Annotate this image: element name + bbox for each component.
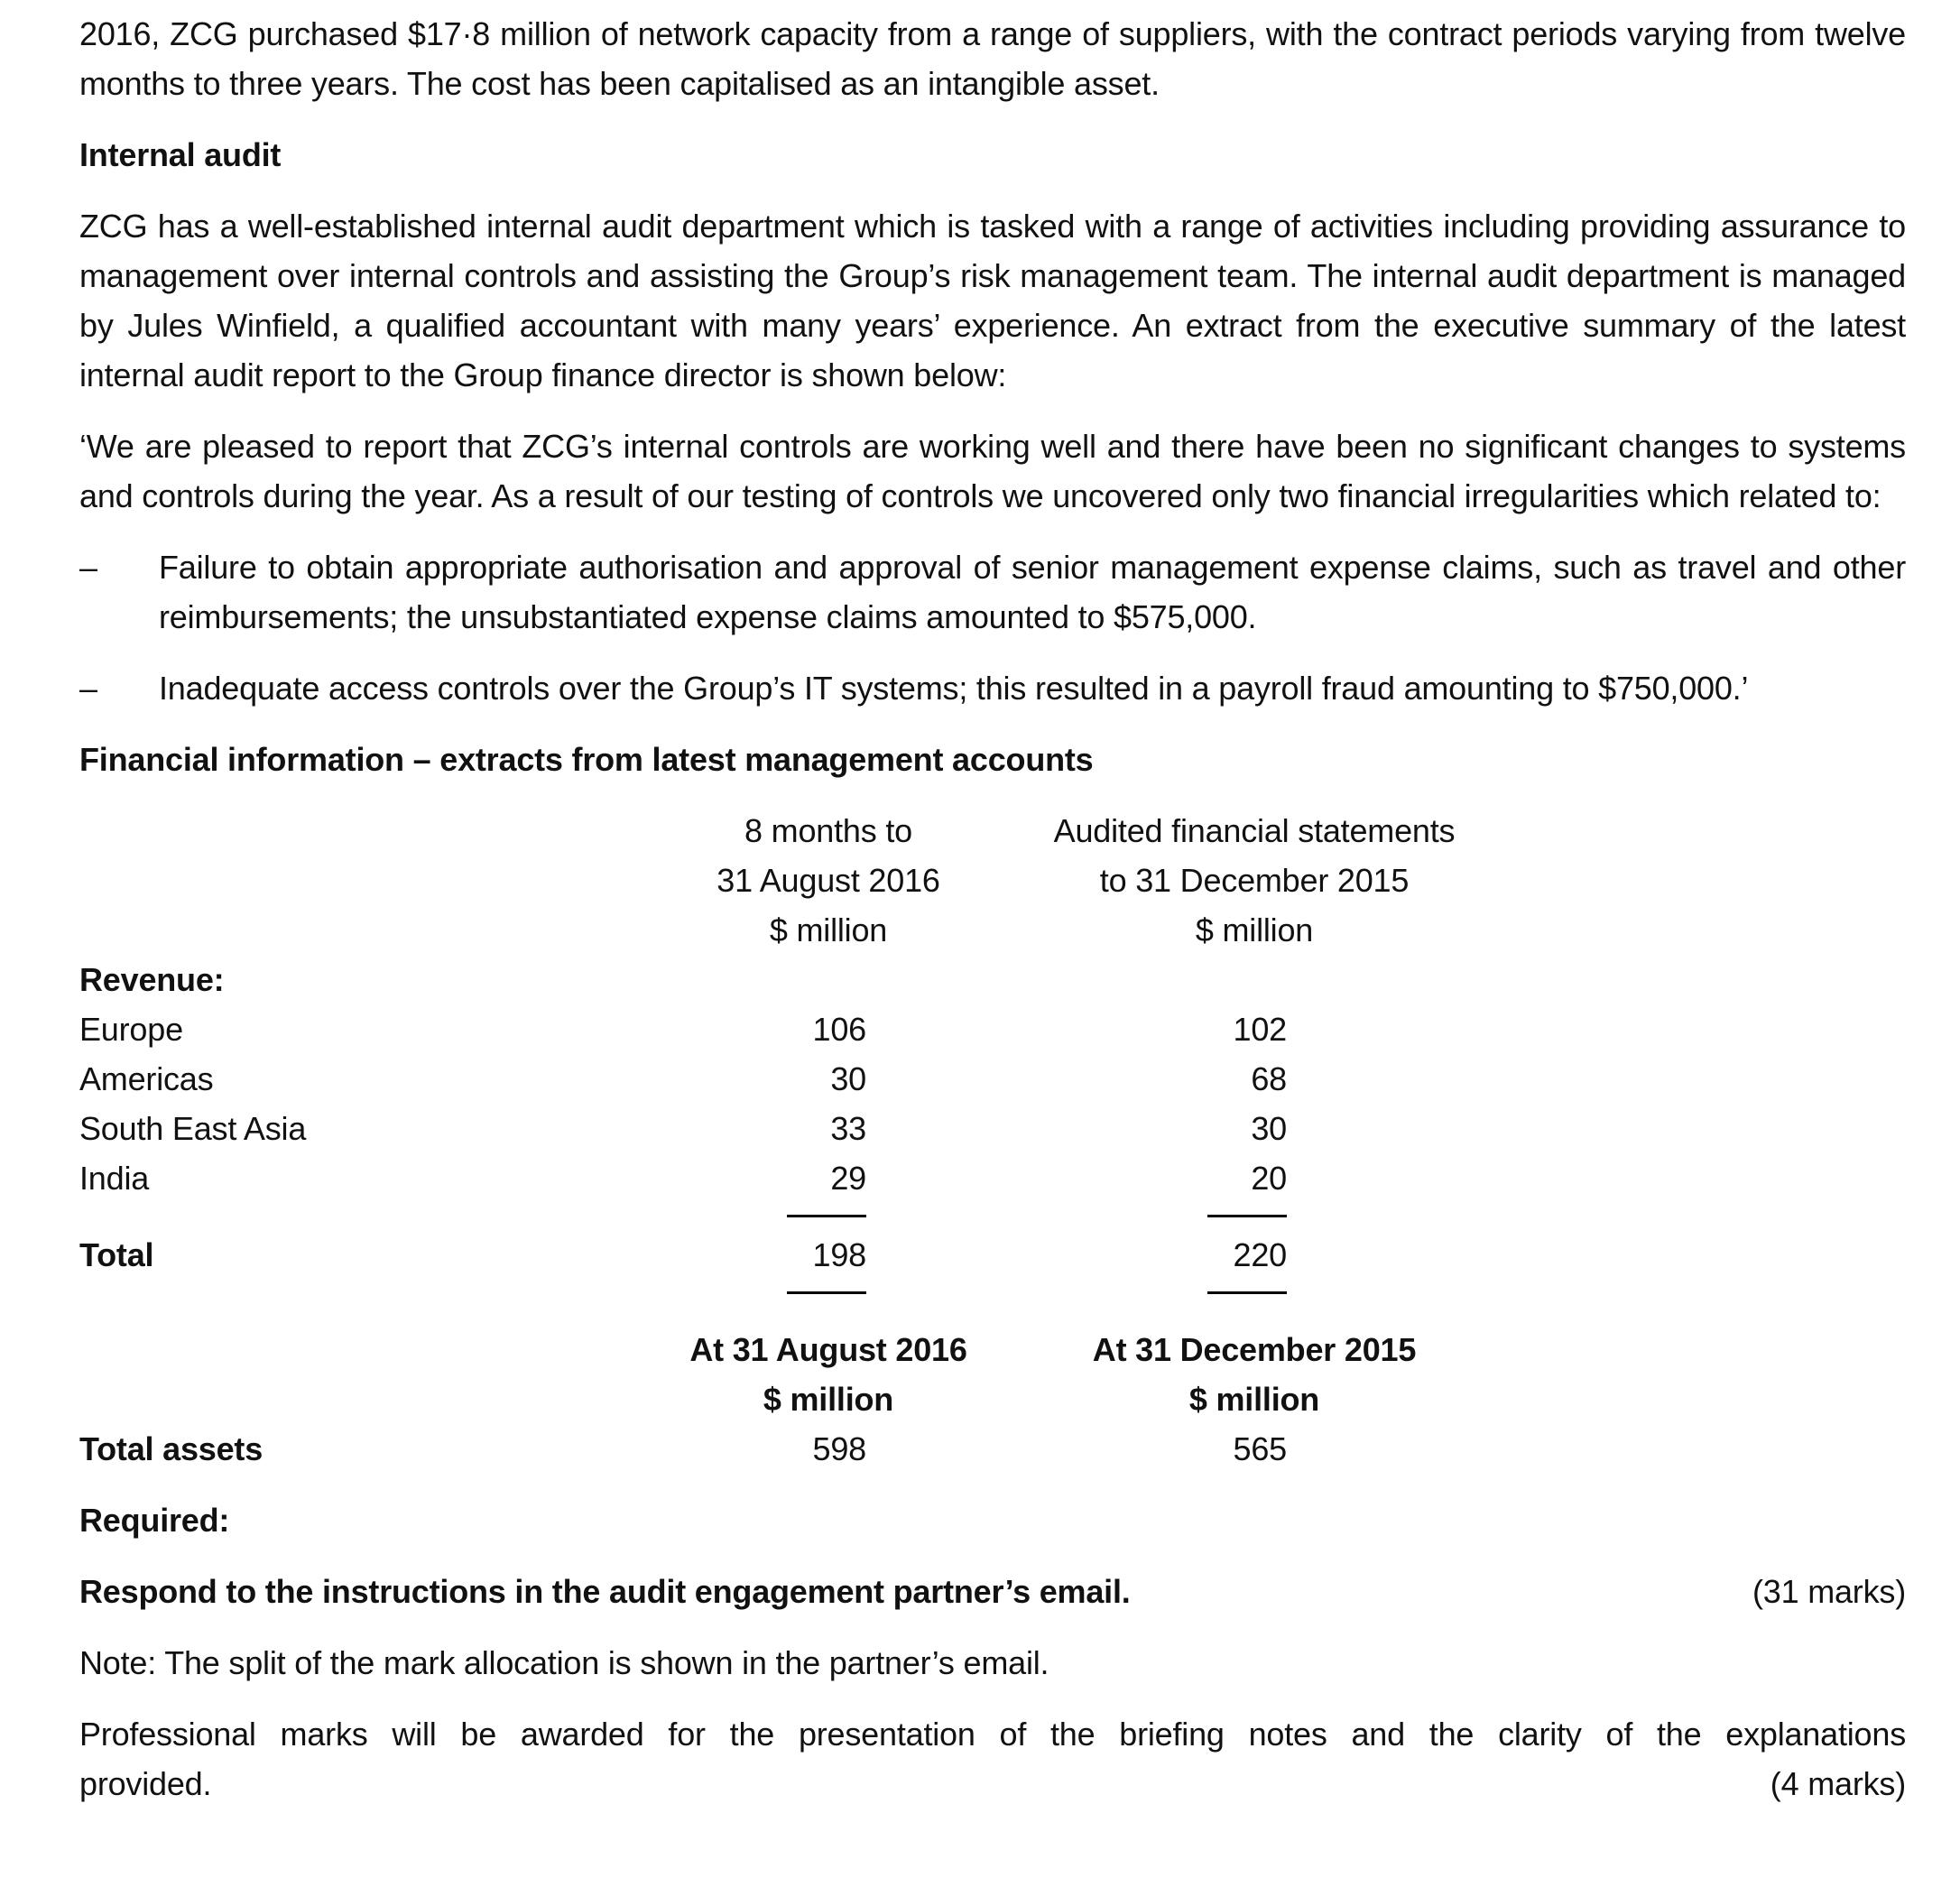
dash-marker: – (79, 670, 97, 707)
row-label: Europe (79, 1011, 183, 1048)
internal-audit-heading: Internal audit (79, 136, 282, 173)
revenue-section-row (79, 955, 1906, 1004)
total-label: Total (79, 1236, 154, 1273)
professional-marks-line1: Professional marks will be awarded for the presentation of the briefing notes and the clarity of the explanations (79, 1716, 1906, 1753)
professional-marks-paragraph (79, 1709, 1906, 1809)
assets-column-unit-aug2016: $ million (763, 1381, 894, 1418)
column-header-aug2016-line2: 31 August 2016 (717, 862, 940, 899)
revenue-table-header-row-2 (79, 856, 1906, 905)
column-header-dec2015-line1: Audited financial statements (1053, 812, 1456, 849)
bullet-text: Inadequate access controls over the Group’s IT systems; this resulted in a payroll fraud amounting to $750,000.’ (159, 670, 1749, 707)
value-aug2016: 29 (830, 1160, 866, 1197)
instruction-text: Respond to the instructions in the audit engagement partner’s email. (79, 1573, 1131, 1610)
table-row-total (79, 1230, 1906, 1280)
professional-marks-text: provided. (79, 1765, 212, 1802)
column-header-dec2015-unit: $ million (1195, 911, 1314, 948)
total-assets-label: Total assets (79, 1430, 263, 1467)
note-line: Note: The split of the mark allocation is shown in the partner’s email. (79, 1644, 1049, 1681)
internal-audit-paragraph: ZCG has a well-established internal audit department which is tasked with a range of activities including providing assurance to management over internal controls and assisting the Group’s risk management team. The internal audit department is managed by Jules Winfield, a qualified accountant with many years’ experience. An extract from the executive summary of the latest internal audit report to the Group finance director is shown below: (79, 208, 1906, 393)
table-row-south-east-asia (79, 1104, 1906, 1153)
column-rule (787, 1215, 866, 1217)
column-rule (787, 1291, 866, 1294)
row-label: South East Asia (79, 1110, 307, 1147)
value-aug2016: 30 (830, 1060, 866, 1097)
assets-table-header-row-1 (79, 1325, 1906, 1374)
value-dec2015: 20 (1251, 1160, 1287, 1197)
value-dec2015: 30 (1251, 1110, 1287, 1147)
revenue-section-label: Revenue: (79, 961, 225, 998)
table-row-americas (79, 1054, 1906, 1104)
intro-paragraph: 2016, ZCG purchased $17·8 million of network capacity from a range of suppliers, with the contract periods varying from twelve months to three years. The cost has been capitalised as an intangible asset. (79, 15, 1906, 102)
value-aug2016: 33 (830, 1110, 866, 1147)
column-rule (1207, 1291, 1287, 1294)
required-heading: Required: (79, 1502, 230, 1539)
table-row-europe (79, 1004, 1906, 1054)
assets-table-header-row-2 (79, 1374, 1906, 1424)
financial-information-heading: Financial information – extracts from latest management accounts (79, 741, 1094, 778)
revenue-table-header-row-1 (79, 806, 1906, 856)
professional-marks-value: (4 marks) (1770, 1765, 1906, 1802)
table-row-total-assets (79, 1424, 1906, 1474)
revenue-table (79, 806, 1906, 1474)
bullet-item-expense-claims (79, 542, 1906, 642)
audit-report-quote-intro: ‘We are pleased to report that ZCG’s internal controls are working well and there have been no significant changes to systems and controls during the year. As a result of our testing of controls we uncovered only two financial irregularities which related to: (79, 428, 1906, 514)
subtotal-rule-row (79, 1203, 1906, 1230)
column-header-aug2016-unit: $ million (769, 911, 888, 948)
bullet-text: Failure to obtain appropriate authorisation and approval of senior management expense claims, such as travel and other reimbursements; the unsubstantiated expense claims amounted to $575,000. (159, 549, 1906, 635)
column-header-aug2016-line1: 8 months to (744, 812, 912, 849)
revenue-table-header-row-3 (79, 905, 1906, 955)
total-rule-row (79, 1280, 1906, 1307)
value-dec2015: 68 (1251, 1060, 1287, 1097)
total-value-aug2016: 198 (812, 1236, 866, 1273)
total-assets-aug2016: 598 (812, 1430, 866, 1467)
column-header-dec2015-line2: to 31 December 2015 (1099, 862, 1410, 899)
instruction-line (79, 1567, 1906, 1616)
dash-marker: – (79, 549, 97, 586)
total-assets-dec2015: 565 (1233, 1430, 1287, 1467)
value-dec2015: 102 (1233, 1011, 1287, 1048)
bullet-item-payroll-fraud (79, 663, 1906, 713)
assets-column-header-dec2015: At 31 December 2015 (1092, 1331, 1417, 1368)
row-label: Americas (79, 1060, 214, 1097)
row-label: India (79, 1160, 150, 1197)
assets-column-unit-dec2015: $ million (1188, 1381, 1320, 1418)
table-row-india (79, 1153, 1906, 1203)
total-value-dec2015: 220 (1233, 1236, 1287, 1273)
instruction-marks: (31 marks) (1752, 1573, 1906, 1610)
assets-column-header-aug2016: At 31 August 2016 (689, 1331, 967, 1368)
value-aug2016: 106 (812, 1011, 866, 1048)
column-rule (1207, 1215, 1287, 1217)
professional-marks-line2 (79, 1759, 1906, 1809)
